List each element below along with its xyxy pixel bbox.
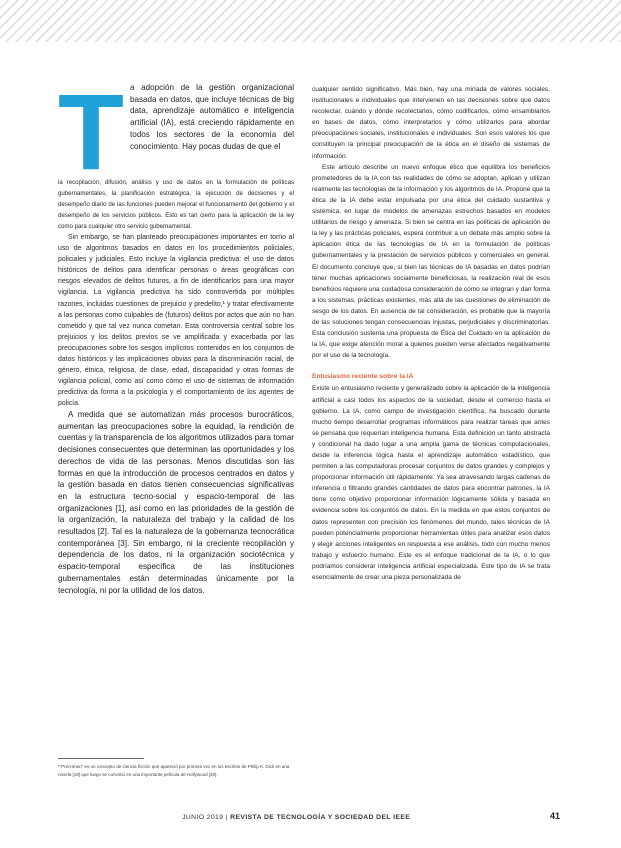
body-paragraph-2: Sin embargo, se han planteado preocupaciones importantes en torno al uso de algoritmos basados en datos en los procedimientos policiales, policiales y judiciales. Esto incluye la vigilancia predictiva: el uso de datos históricos de delitos para identificar personas o áreas geográficas con riesgos elevados de delitos futuros, a fin de identificarlos para una mayor vigilancia. La vigilancia predictiva ha sido controvertida por múltiples razones, incluidas cuestiones de prejuicio y predelito,¹ y tratar efectivamente a las personas como culpables de (futuros) delitos por actos que aún no han cometido y que tal vez nunca cometan. Esta controversia central sobre los prejuicios y los delitos previos se ve amplificada y exacerbada por las preocupaciones sobre los sesgos implícitos contenidos en los conjuntos de datos históricos y las implicaciones obvias para la discriminación racial, de género, étnica, religiosa, de clase, edad, discapacidad y otras formas de vigilancia policial, como así como cómo el uso de sistemas de información predictiva da forma a la psicología y el comportamiento de los agentes de policía. [58,234,294,407]
running-footer [182,814,482,821]
left-column [58,71,294,596]
lead-paragraph: a adopción de la gestión organizacional basada en datos, que incluye técnicas de big data, aprendizaje automático e inteligencia artificial (IA), está creciendo rápidamente en todos los sectores de la economía del conocimiento. Hay pocas dudas de que el [130,83,294,151]
section-heading: Entusiasmo reciente sobre la IA [312,373,414,381]
right-column [312,84,550,583]
footer-publication: REVISTA DE TECNOLOGÍA Y SOCIEDAD DEL IEEE [230,814,411,821]
body-paragraph-3: A medida que se automatizan más procesos burocráticos, aumentan las preocupaciones sobre la equidad, la rendición de cuentas y la transparencia de los algoritmos utilizados para tomar decisiones consecuentes que determinan las oportunidades y los derechos de vida de las personas. Menos discutidas son las formas en que la introducción de procesos centrados en datos y la gestión basada en datos tienen consecuencias significativas en la estructura tecno-social y espacio-temporal de las organizaciones [1], así como en las prioridades de la gestión de la organización, la naturaleza del trabajo y la calidad de los resultados [2]. Tal es la naturaleza de la gobernanza tecnocrática contemporánea [3]. Sin embargo, ni la creciente recopilación y dependencia de los datos, ni la organización sociotécnica y espacio-temporal específica de las instituciones gubernamentales están determinadas únicamente por la tecnología, ni por la utilidad de los datos. [58,409,294,595]
body-paragraph-6: Existe un entusiasmo reciente y generalizado sobre la aplicación de la inteligencia artificial a casi todos los aspectos de la sociedad, desde el comercio hasta el gobierno. La IA, como campo de investigación científica, ha buscado durante mucho tiempo desarrollar programas informáticos para realizar tareas que antes se pensaba que requerían inteligencia humana. Esta definición un tanto abstracta y condicional ha dado lugar a una amplia gama de técnicas computacionales, desde la inferencia lógica hasta el aprendizaje automático estadístico, que permiten a las computadoras procesar conjuntos de datos grandes y complejos y proporcionar información útil rápidamente. Ya sea atravesando largas cadenas de inferencia o filtrando grandes cantidades de datos para encontrar patrones, la IA tiene como objetivo proporcionar información lógicamente sólida y basada en evidencia sobre los conjuntos de datos. En la medida en que estos conjuntos de datos representen con precisión los fenómenos del mundo, tales técnicas de IA pueden potencialmente proporcionar herramientas útiles para analizar esos datos y elegir acciones inteligentes en respuesta a ese análisis, todo con mucho menos trabajo y esfuerzo humano. Este es el enfoque tradicional de la IA, o lo que podríamos considerar inteligencia artificial especializada. Este tipo de IA se trata esencialmente de crear una pieza personalizada de [312,385,550,582]
body-paragraph-4: cualquier sentido significativo. Más bien, hay una miríada de valores sociales, institucionales e individuales que intervienen en las decisiones sobre qué datos recolectar, cuándo y dónde recolectarlos, cómo codificarlos, cómo ensamblarlos en bases de datos, cómo interpretarlos y cómo utilizarlos para abordar preocupaciones sociales, institucionales e individuales. Son esos valores los que constituyen la principal preocupación de la ética en el diseño de sistemas de información. [312,86,550,160]
footer-date: JUNIO 2019 [182,814,224,821]
page-number: 41 [549,811,560,821]
drop-cap: T [58,71,124,192]
footnote: ¹"Precrimen" es un concepto de ciencia ficción que apareció por primera vez en los escritos de Philip K. Dick en una novela [19] que luego se convirtió en una importante película de Hollywood [20]. [58,764,290,777]
footnote-rule [58,758,144,759]
body-paragraph-1: la recopilación, difusión, análisis y uso de datos en la formulación de políticas gubernamentales, la planificación estratégica, la ejecución de decisiones y el desempeño diario de las funciones pueden mejorar el funcionamiento del gobierno y el desempeño de los servicios públicos. Esto es tan cierto para la aplicación de la ley como para cualquier otro servicio gubernamental. [58,179,294,231]
footer-separator: | [223,814,231,821]
decorative-header-band [0,0,621,42]
body-paragraph-5: Este artículo describe un nuevo enfoque ético que equilibra los beneficios prometedores de la IA con las realidades de cómo se adoptan, aplican y utilizan realmente las tecnologías de la información y los algoritmos de IA. Propone que la ética de la IA debe estar impulsada por una ética del cuidado sustantiva y sistémica, en lugar de modelos de amenazas estrechos basados en modelos utilitarios de riesgo y amenaza. Si bien se centra en las políticas de aplicación de la ley y las prácticas policiales, espera contribuir a un debate más amplio sobre la aplicación ética de las tecnologías de IA en la formulación de políticas gubernamentales y la prestación de servicios públicos y comerciales en general. El documento concluye que, si bien las técnicas de IA basadas en datos podrían tener muchas aplicaciones socialmente beneficiosas, la realización real de esos beneficios requiere una cuidadosa consideración de cómo se integran y dan forma a los sistemas. prácticas existentes, más allá de las cuestiones de eliminación de sesgo de los datos. En ausencia de tal consideración, es probable que la mayoría de las soluciones tengan consecuencias injustas, perjudiciales y discriminatorias. Esta conclusión sustenta una propuesta de Ética del Cuidado en la aplicación de la IA, que exige atención moral a quienes pueden verse afectados negativamente por el uso de la tecnología. [312,163,550,360]
article-opening [58,71,294,192]
